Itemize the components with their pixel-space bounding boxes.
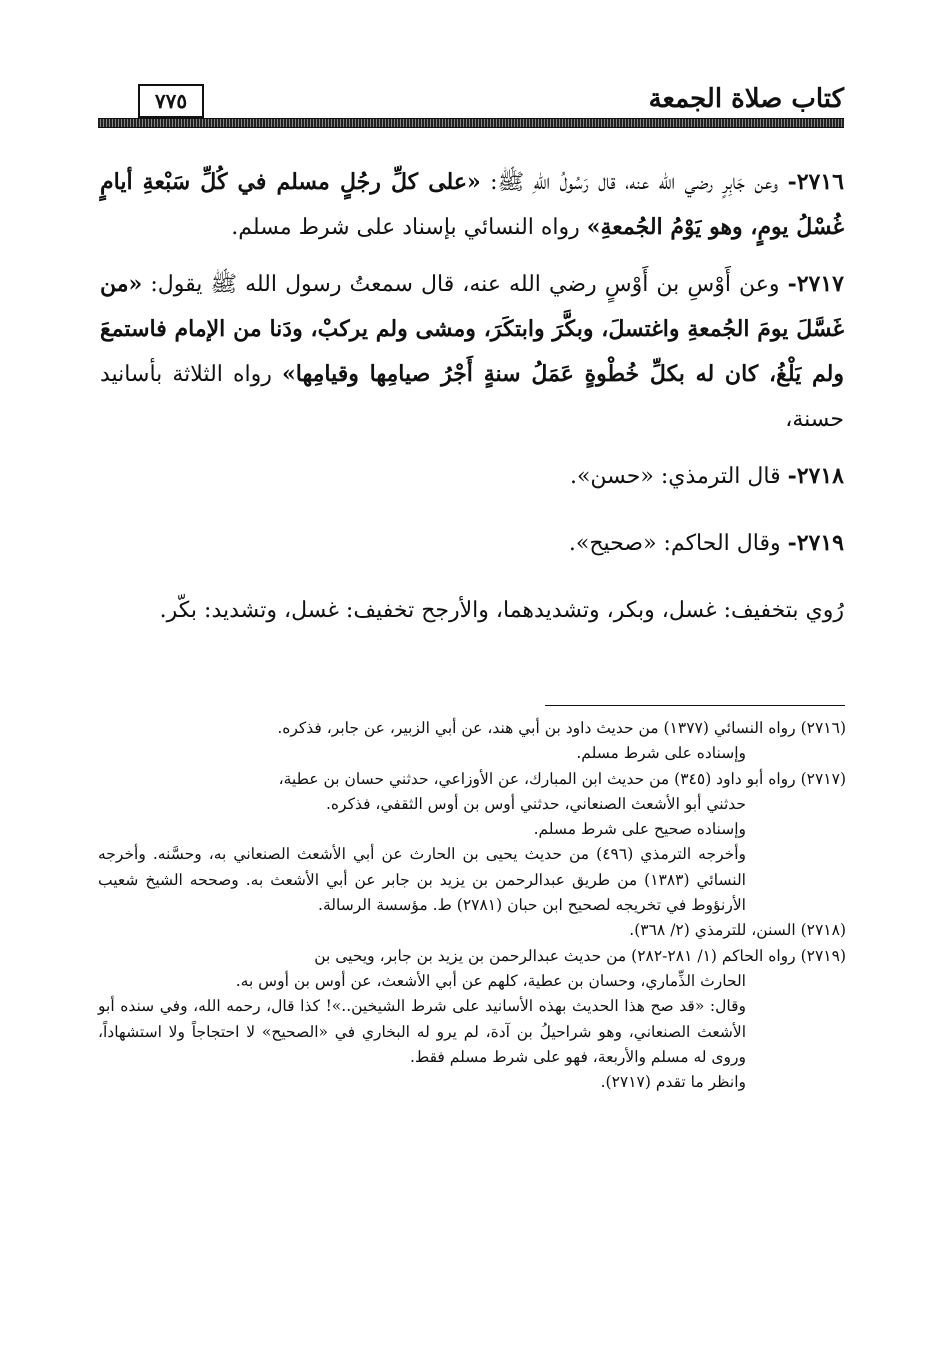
footnote-line: الحارث الذِّماري، وحسان بن عطية، كلهم عن أبي الأشعث، عن أوس بن أوس به.	[235, 971, 746, 990]
hadith-text: قال الترمذي: «حسن».	[569, 464, 788, 489]
hadith-intro: وعن جَابِرٍ رضي الله عنه، قال رَسُولُ اللهِ ﷺ:	[480, 170, 788, 195]
footnote-line: (٢٧١٨) السنن، للترمذي (٢/ ٣٦٨).	[629, 921, 846, 940]
footnote-2719	[98, 944, 846, 1096]
hadith-2718	[100, 454, 844, 499]
footnote-line: وإسناده صحيح على شرط مسلم.	[533, 820, 746, 839]
hadith-quote: «من غَسَّلَ يومَ الجُمعةِ واغتسلَ، وبكَّرَ وابتكَرَ، ومشى ولم يركبْ، ودَنا من الإمام فاستمعَ ولم يَلْغُ، كان له بكلِّ خُطْوةٍ عَمَلُ سنةٍ أَجْرُ صيامِها وقيامِها»	[100, 271, 844, 387]
hadith-source: رواه النسائي بإسناد على شرط مسلم.	[231, 215, 587, 240]
footnote-line: (٢٧١٧) رواه أبو داود (٣٤٥) من حديث ابن المبارك، عن الأوزاعي، حدثني حسان بن عطية،	[278, 769, 846, 788]
hadith-2717	[100, 262, 844, 442]
footnote-2717	[98, 767, 846, 919]
hadith-intro: وعن أَوْسِ بن أَوْسٍ رضي الله عنه، قال سمعتُ رسول الله ﷺ يقول:	[142, 272, 788, 297]
footnote-line: حدثني أبو الأشعث الصنعاني، حدثني أوس بن أوس الثقفي، فذكره.	[325, 794, 746, 813]
main-text	[100, 160, 844, 645]
footnote-line: وقال: «قد صح هذا الحديث بهذه الأسانيد على شرط الشيخين..»! كذا قال، رحمه الله، وفي سنده أبو الأشعث الصنعاني، وهو شراحيلُ بن آدة، لم يرو له البخاري في «الصحيح» لا احتجاجاً ولا استشهاداً، وروى له مسلم والأربعة، فهو على شرط مسلم فقط.	[98, 997, 746, 1066]
page-header	[98, 82, 844, 130]
hadith-2719	[100, 521, 844, 566]
footnote-line: وأخرجه الترمذي (٤٩٦) من حديث يحيى بن الحارث عن أبي الأشعث الصنعاني به، وحسَّنه. وأخرجه النسائي (١٣٨٣) من طريق عبدالرحمن بن يزيد بن جابر عن أبي الأشعث به. وصححه الشيخ شعيب الأرنؤوط في تخريجه لصحيح ابن حبان (٢٧٨١) ط. مؤسسة الرسالة.	[98, 845, 746, 915]
hadith-2716	[100, 160, 844, 250]
footnote-2716	[98, 716, 846, 767]
hadith-number: ٢٧١٩-	[787, 530, 844, 556]
footnote-2718	[98, 918, 846, 943]
footnote-line: وإسناده على شرط مسلم.	[576, 744, 746, 763]
footnotes	[98, 716, 846, 1095]
hadith-number: ٢٧١٨-	[787, 463, 844, 489]
header-rule	[98, 118, 844, 128]
page-number: ٧٧٥	[138, 84, 204, 118]
hadith-text: وقال الحاكم: «صحيح».	[568, 531, 788, 556]
footnote-divider	[545, 705, 845, 706]
footnote-line: (٢٧١٦) رواه النسائي (١٣٧٧) من حديث داود بن أبي هند، عن أبي الزبير، عن جابر، فذكره.	[277, 719, 846, 737]
book-title: كتاب صلاة الجمعة	[648, 84, 844, 114]
hadith-quote: «على كلِّ رجُلٍ مسلم في كُلِّ سَبْعةِ أيامٍ غُسْلُ يومٍ، وهو يَوْمُ الجُمعةِ»	[100, 169, 844, 240]
commentary-text: رُوي بتخفيف: غسل، وبكر، وتشديدهما، والأرجح تخفيف: غسل، وتشديد: بكّر.	[159, 598, 844, 623]
footnote-line: (٢٧١٩) رواه الحاكم (١/ ٢٨١-٢٨٢) من حديث عبدالرحمن بن يزيد بن جابر، ويحيى بن	[314, 946, 846, 965]
commentary	[100, 588, 844, 633]
hadith-source: رواه الثلاثة بأسانيد حسنة،	[100, 362, 844, 432]
hadith-number: ٢٧١٧-	[787, 271, 844, 297]
hadith-number: ٢٧١٦-	[787, 169, 844, 195]
footnote-line: وانظر ما تقدم (٢٧١٧).	[600, 1073, 746, 1092]
